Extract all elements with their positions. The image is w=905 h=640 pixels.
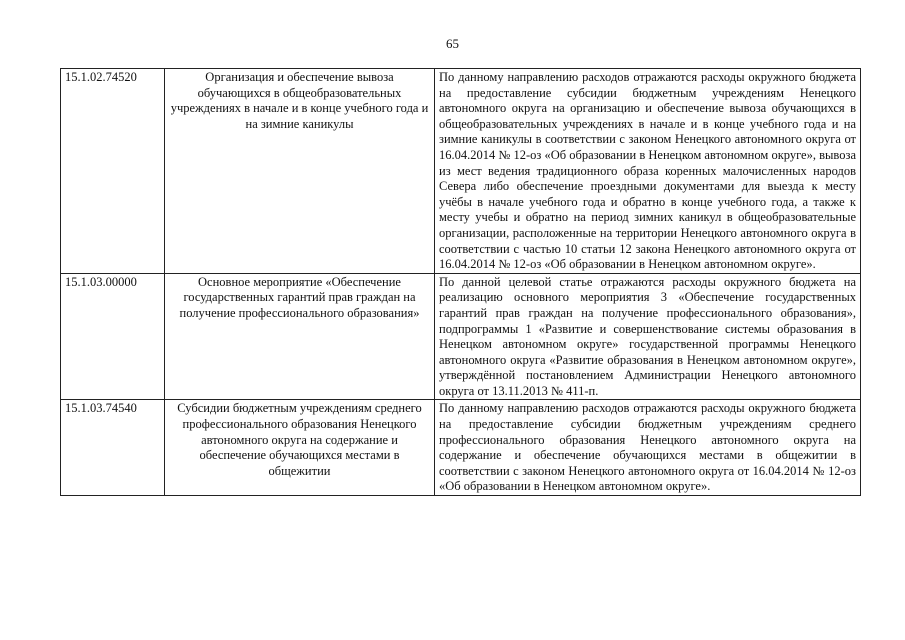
expense-name: Основное мероприятие «Обеспечение государственных гарантий прав граждан на получение профессионального образования» <box>165 273 435 400</box>
page-number: 65 <box>446 36 459 51</box>
expense-name: Субсидии бюджетным учреждениям среднего профессионального образования Ненецкого автономного округа на содержание и обеспечение обучающихся местами в общежитии <box>165 400 435 496</box>
table-row <box>61 273 861 400</box>
expense-name: Организация и обеспечение вывоза обучающихся в общеобразовательных учреждениях в начале и в конце учебного года и на зимние каникулы <box>165 69 435 274</box>
target-article-code: 15.1.03.00000 <box>61 273 165 400</box>
budget-classification-table <box>60 68 861 496</box>
expense-description: По данному направлению расходов отражаются расходы окружного бюджета на предоставление субсидии бюджетным учреждениям Ненецкого автономного округа на организацию и обеспечение вывоза обучающихся в общеобразовательных учреждениях в начале и в конце учебного года и на зимние каникулы в соответствии с законом Ненецкого автономного округа от 16.04.2014 № 12-оз «Об образовании в Ненецком автономном округе», вывоза из мест ведения традиционного образа коренных малочисленных народов Севера либо обеспечение проездными документами для выезда к месту учёбы в начале учебного года и обратно в конце учебного года, а также к месту учебы и обратно на период зимних каникул в общеобразовательные организации, расположенные на территории Ненецкого автономного округа в соответствии с частью 10 статьи 12 закона Ненецкого автономного округа от 16.04.2014 № 12-оз «Об образовании в Ненецком автономном округе». <box>435 69 861 274</box>
table-row <box>61 400 861 496</box>
expense-description: По данной целевой статье отражаются расходы окружного бюджета на реализацию основного мероприятия 3 «Обеспечение государственных гарантий прав граждан на получение профессионального образования», подпрограммы 1 «Развитие и совершенствование системы образования в Ненецком автономном округе» государственной программы Ненецкого автономного округа «Развитие образования в Ненецком автономном округе», утверждённой постановлением Администрации Ненецкого автономного округа от 13.11.2013 № 411-п. <box>435 273 861 400</box>
target-article-code: 15.1.03.74540 <box>61 400 165 496</box>
expense-description: По данному направлению расходов отражаются расходы окружного бюджета на предоставление субсидии бюджетным учреждениям среднего профессионального образования Ненецкого автономного округа на содержание и обеспечение обучающихся местами в общежитии в соответствии с законом Ненецкого автономного округа от 16.04.2014 № 12-оз «Об образовании в Ненецком автономном округе». <box>435 400 861 496</box>
target-article-code: 15.1.02.74520 <box>61 69 165 274</box>
table-row <box>61 69 861 274</box>
